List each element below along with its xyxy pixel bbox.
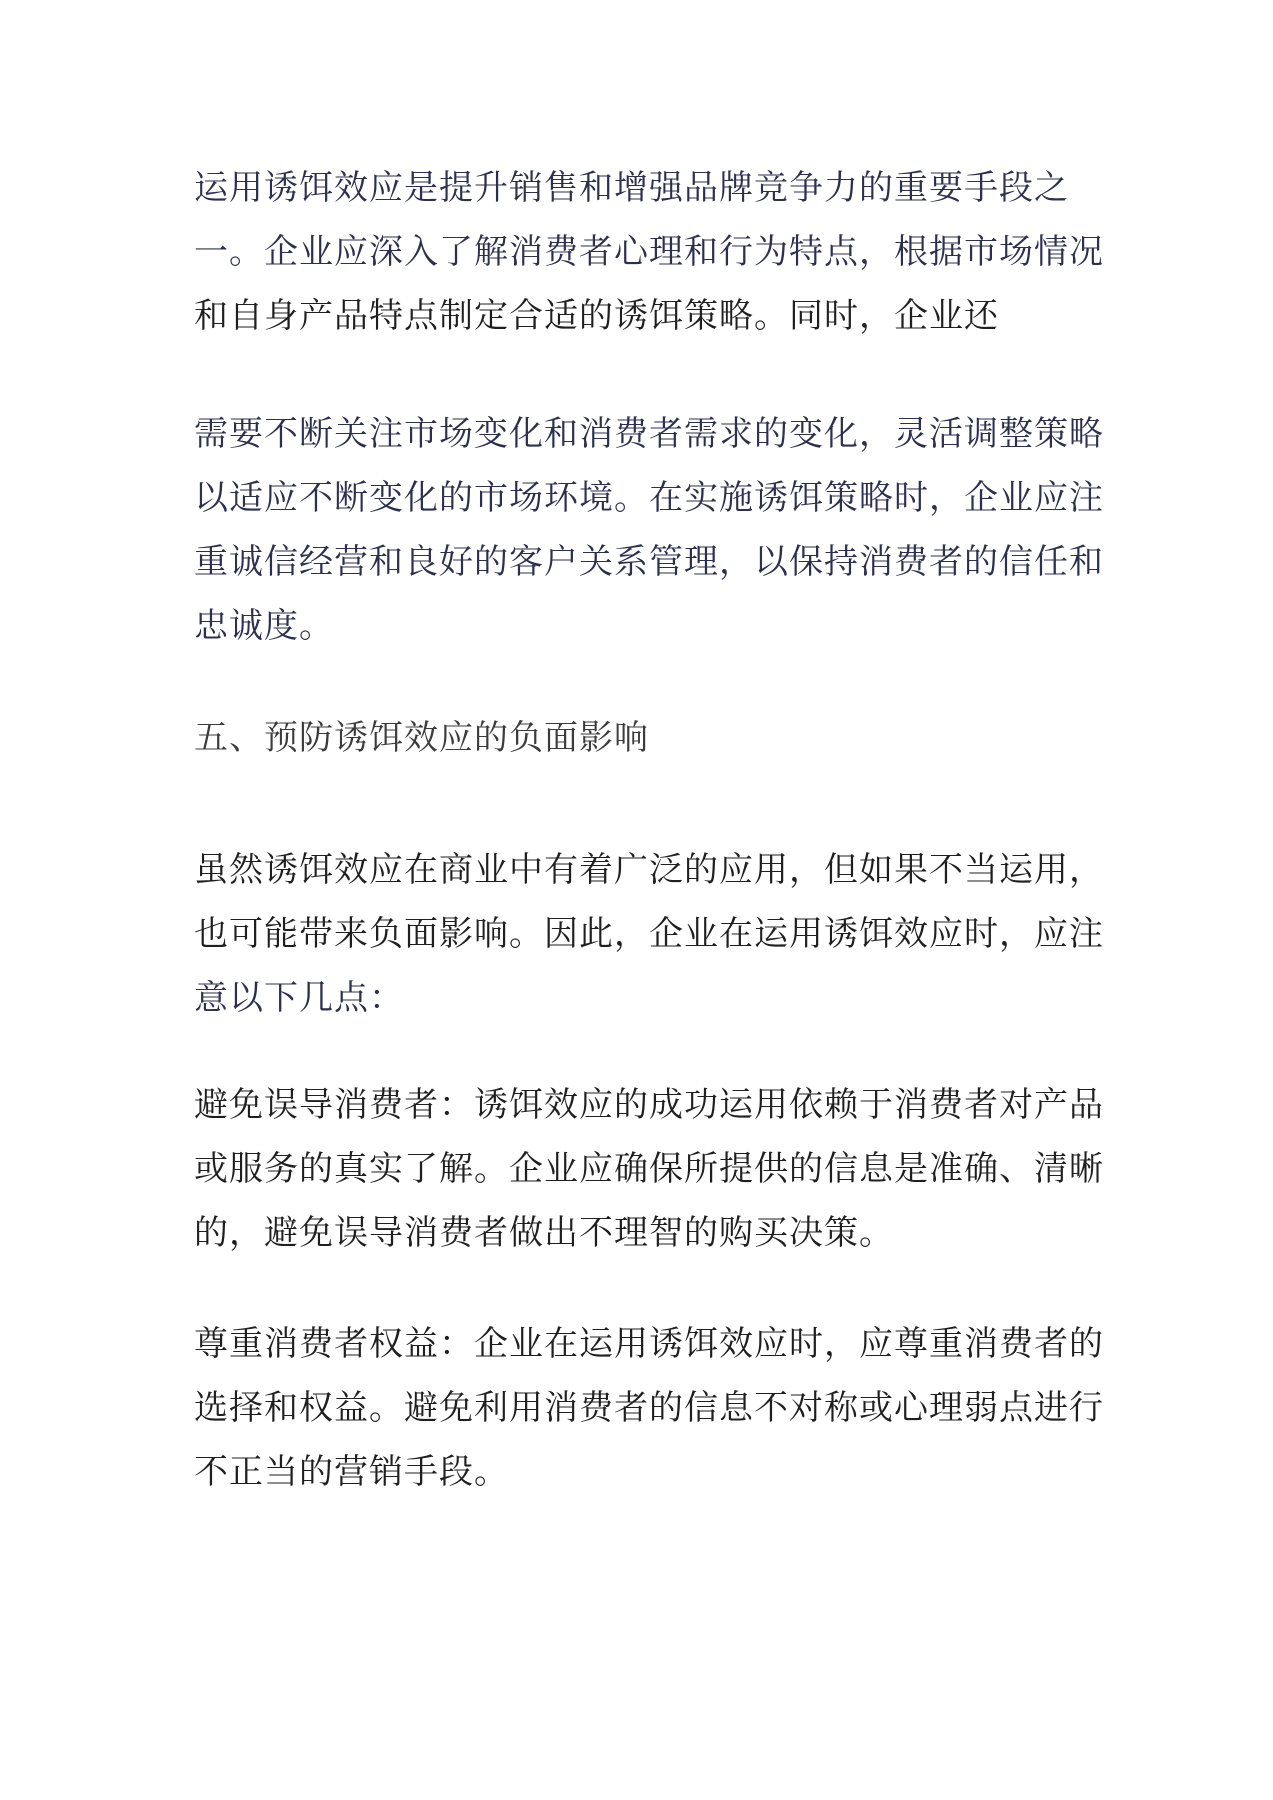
paragraph-line: 避免误导消费者：诱饵效应的成功运用依赖于消费者对产品 <box>194 1085 1104 1125</box>
section-heading <box>194 706 1094 770</box>
paragraph-line: 和自身产品特点制定合适的诱饵策略。同时，企业还 <box>194 296 999 336</box>
paragraph-line: 尊重消费者权益：企业在运用诱饵效应时，应尊重消费者的 <box>194 1324 1104 1364</box>
paragraph-line: 选择和权益。避免利用消费者的信息不对称或心理弱点进行 <box>194 1388 1104 1428</box>
paragraph-line: 忠诚度。 <box>194 606 334 646</box>
paragraph-line: 重诚信经营和良好的客户关系管理，以保持消费者的信任和 <box>194 542 1104 582</box>
paragraph-avoid-misleading <box>194 1073 1104 1265</box>
paragraph-line: 或服务的真实了解。企业应确保所提供的信息是准确、清晰 <box>194 1149 1104 1189</box>
paragraph-line: 需要不断关注市场变化和消费者需求的变化，灵活调整策略 <box>194 414 1104 454</box>
paragraph-respect-rights <box>194 1312 1104 1504</box>
paragraph-line: 的，避免误导消费者做出不理智的购买决策。 <box>194 1213 894 1253</box>
paragraph-line: 意以下几点： <box>194 978 404 1018</box>
heading-line: 五、预防诱饵效应的负面影响 <box>194 718 649 758</box>
paragraph-conclusion-part2 <box>194 402 1104 658</box>
paragraph-line: 以适应不断变化的市场环境。在实施诱饵策略时，企业应注 <box>194 478 1104 518</box>
paragraph-negative-effects <box>194 838 1104 1030</box>
paragraph-line: 也可能带来负面影响。因此，企业在运用诱饵效应时，应注 <box>194 914 1104 954</box>
paragraph-line: 虽然诱饵效应在商业中有着广泛的应用，但如果不当运用， <box>194 850 1104 890</box>
paragraph-line: 一。企业应深入了解消费者心理和行为特点，根据市场情况 <box>194 232 1104 272</box>
paragraph-line: 运用诱饵效应是提升销售和增强品牌竞争力的重要手段之 <box>194 168 1069 208</box>
paragraph-conclusion-part1 <box>194 156 1104 348</box>
paragraph-line: 不正当的营销手段。 <box>194 1452 509 1492</box>
